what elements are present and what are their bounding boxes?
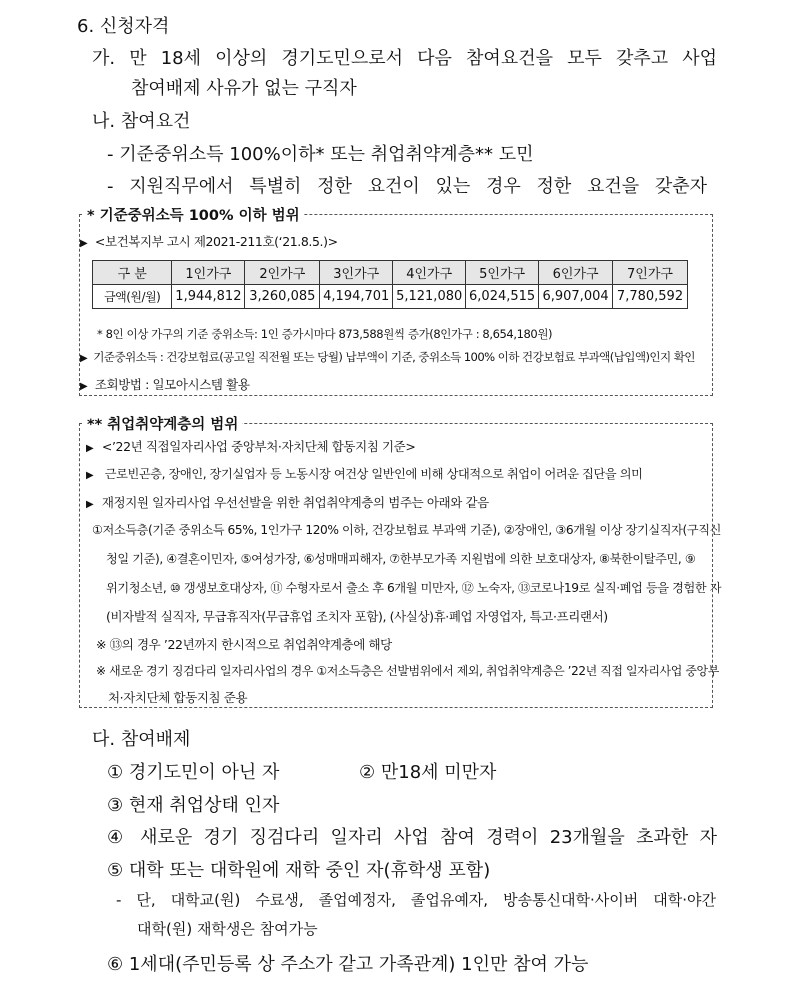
table-cell: 5,121,080 [393,285,466,309]
table-cell: 금액(원/월) [93,285,172,309]
na-heading: 나. 참여요건 [92,111,191,132]
na-item-1: - 기준중위소득 100%이하* 또는 취업취약계층** 도민 [107,144,534,165]
category-line-2: 청일 기준), ④결혼이민자, ⑤여성가장, ⑥성매매피해자, ⑦한부모가족 지원법에 의한 보호대상자, ⑧북한이탈주민, ⑨ [106,552,696,566]
table-cell: 6,907,004 [539,285,613,309]
exclusion-item-5: ⑤ 대학 또는 대학원에 재학 중인 자(휴학생 포함) [107,860,491,881]
note-2-line-2: 처·자치단체 합동지침 준용 [108,690,248,705]
table-row [93,285,688,309]
table-header-cell: 7인가구 [613,261,688,285]
category-line-4: (비자발적 실직자, 무급휴직자(무급휴업 조치자 포함), (사실상)휴·폐업 자영업자, 특고·프리랜서) [106,609,608,624]
table-cell: 4,194,701 [320,285,393,309]
note-2-line-1: ※ 새로운 경기 징검다리 일자리사업의 경우 ①저소득층은 선발범위에서 제외, 취업취약계층은 ’22년 직접 일자리사업 중앙부 [96,664,719,678]
bullet-icon: ▶ [80,353,88,364]
category-line-1: ①저소득층(기준 중위소득 65%, 1인가구 120% 이하, 건강보험료 부과액 기준), ②장애인, ③6개월 이상 장기실직자(구직신 [92,523,721,537]
exclusion-item-6: ⑥ 1세대(주민등록 상 주소가 같고 가족관계) 1인만 참여 가능 [107,954,589,975]
exclusion-item-5-sub-1: - 단, 대학교(원) 수료생, 졸업예정자, 졸업유예자, 방송통신대학·사이버 대학·야간 [116,891,716,909]
note-1: ※ ⑬의 경우 ’22년까지 한시적으로 취업취약계층에 해당 [96,637,392,652]
table-header-cell: 5인가구 [466,261,539,285]
bullet-icon: ▶ [80,238,88,249]
notice-line: ▶ <보건복지부 고시 제2021-211호(‘21.8.5.)> [80,234,338,249]
ga-line-1: 가. 만 18세 이상의 경기도민으로서 다음 참여요건을 모두 갖추고 사업 [92,48,717,69]
exclusion-item-3: ③ 현재 취업상태 인자 [107,795,280,816]
table-header-cell: 구 분 [93,261,172,285]
definition-bullet: ▶ 근로빈곤층, 장애인, 장기실업자 등 노동시장 여건상 일반인에 비해 상대적으로 취업이 어려운 집단을 의미 [86,467,643,481]
table-header-cell: 4인가구 [393,261,466,285]
section-heading: 6. 신청자격 [77,16,170,37]
da-heading: 다. 참여배제 [92,729,191,750]
lookup-method-bullet: ▶ 조회방법 : 일모아시스템 활용 [80,377,250,392]
footnote: * 8인 이상 가구의 기준 중위소득: 1인 증가시마다 873,588원씩 증가(8인가구 : 8,654,180원) [97,327,553,341]
table-cell: 7,780,592 [613,285,688,309]
exclusion-item-4: ④ 새로운 경기 징검다리 일자리 사업 참여 경력이 23개월을 초과한 자 [107,827,717,848]
vulnerable-group-box-title: ** 취업취약계층의 범위 [83,413,242,434]
table-cell: 6,024,515 [466,285,539,309]
bullet-icon: ▶ [86,499,94,510]
income-table [92,260,688,309]
exclusion-item-1: ① 경기도민이 아닌 자 [107,762,280,783]
category-bullet: ▶ 재정지원 일자리사업 우선선발을 위한 취업취약계층의 범주는 아래와 같음 [86,495,489,510]
table-header-cell: 1인가구 [172,261,245,285]
table-header-cell: 6인가구 [539,261,613,285]
exclusion-item-2: ② 만18세 미만자 [359,762,497,783]
bullet-icon: ▶ [86,470,94,481]
table-cell: 1,944,812 [172,285,245,309]
table-header-cell: 3인가구 [320,261,393,285]
median-income-box-title: * 기준중위소득 100% 이하 범위 [83,204,304,225]
ga-line-2: 참여배제 사유가 없는 구직자 [131,78,357,99]
table-header-cell: 2인가구 [245,261,320,285]
table-cell: 3,260,085 [245,285,320,309]
table-header-row [93,261,688,285]
guideline-bullet: ▶ <’22년 직접일자리사업 중앙부처·자치단체 합동지침 기준> [86,439,416,454]
bullet-icon: ▶ [86,443,94,454]
exclusion-item-5-sub-2: 대학(원) 재학생은 참여가능 [137,920,318,938]
bullet-icon: ▶ [80,381,88,392]
na-item-2: - 지원직무에서 특별히 정한 요건이 있는 경우 정한 요건을 갖춘자 [107,176,707,197]
median-income-bullet: ▶ 기준중위소득 : 건강보험료(공고일 직전월 또는 당월) 납부액이 기준, 중위소득 100% 이하 건강보험료 부과액(납입액)인지 확인 [80,350,695,364]
category-line-3: 위기청소년, ⑩ 갱생보호대상자, ⑪ 수형자로서 출소 후 6개월 미만자, ⑫ 노숙자, ⑬코로나19로 실직·폐업 등을 경험한 자 [106,581,722,595]
